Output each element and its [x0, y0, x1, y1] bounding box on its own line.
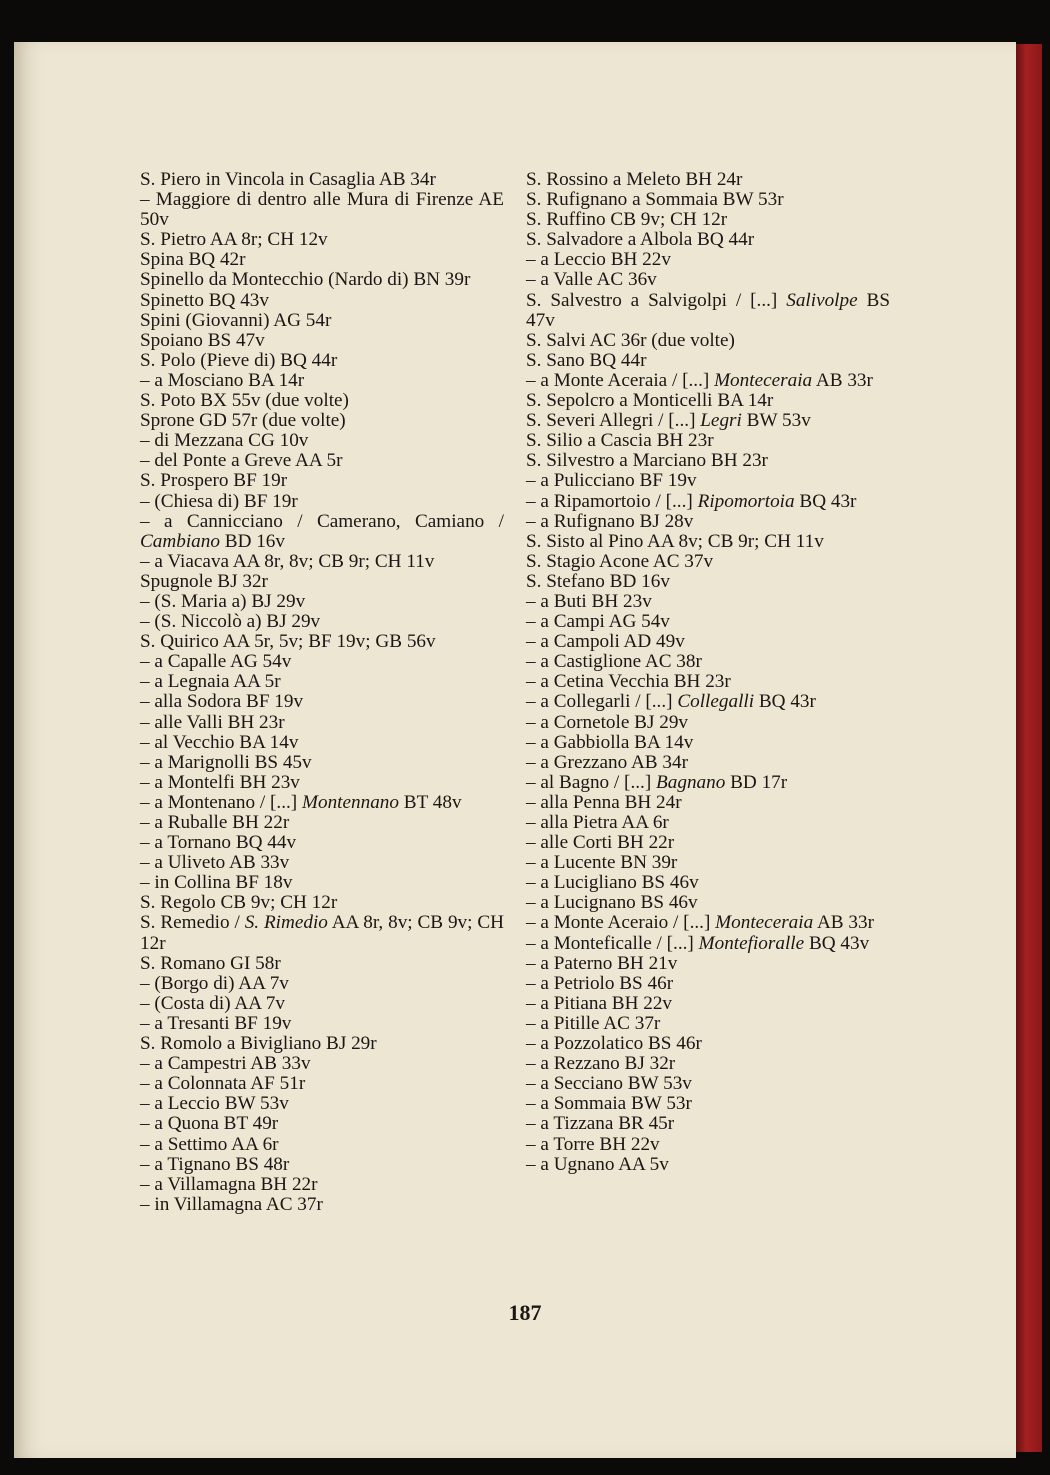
index-entry: S. Salvestro a Salvigolpi / [...] Salivolpe BS 47v [526, 289, 890, 331]
index-entry: – al Vecchio BA 14v [140, 731, 299, 753]
index-entry: S. Silvestro a Marciano BH 23r [526, 450, 768, 472]
index-entry: – a Capalle AG 54v [140, 651, 292, 673]
index-entry: – a Cornetole BJ 29v [526, 711, 689, 733]
index-entry: – a Leccio BH 22v [526, 249, 671, 271]
index-entry: – a Valle AC 36v [526, 269, 657, 291]
index-entry: – a Ugnano AA 5v [526, 1153, 669, 1175]
scan-top-border [0, 0, 1050, 42]
index-entry: – a Monteficalle / [...] Montefioralle BQ 43v [526, 932, 870, 954]
index-entry: S. Rossino a Meleto BH 24r [526, 169, 743, 190]
index-entry: – Maggiore di dentro alle Mura di Firenze AE 50v [140, 189, 504, 231]
index-entry: – a Uliveto AB 33v [140, 852, 290, 874]
index-entry: – a Campi AG 54v [526, 611, 670, 633]
index-entry: – alla Sodora BF 19v [140, 691, 304, 713]
index-entry: – a Pulicciano BF 19v [526, 470, 697, 492]
index-entry: S. Sisto al Pino AA 8v; CB 9r; CH 11v [526, 530, 824, 552]
index-entry: S. Romolo a Bivigliano BJ 29r [140, 1033, 377, 1055]
index-entry: Spini (Giovanni) AG 54r [140, 309, 332, 331]
index-entry: – (Chiesa di) BF 19r [140, 490, 298, 512]
index-entry: – (S. Maria a) BJ 29v [140, 590, 306, 612]
index-entry: S. Polo (Pieve di) BQ 44r [140, 349, 338, 371]
index-entry: – a Secciano BW 53v [526, 1073, 692, 1095]
index-entry: – a Settimo AA 6r [140, 1133, 279, 1155]
index-entry: – (Costa di) AA 7v [140, 992, 285, 1014]
index-entry: – a Quona BT 49r [140, 1113, 279, 1135]
index-entry: – a Pozzolatico BS 46r [526, 1033, 702, 1055]
index-entry: S. Salvadore a Albola BQ 44r [526, 229, 755, 251]
index-entry: – a Tornano BQ 44v [140, 832, 297, 854]
index-entry: – a Cetina Vecchia BH 23r [526, 671, 731, 693]
book-edge-band [1016, 44, 1042, 1452]
index-entry: – a Petriolo BS 46r [526, 972, 674, 994]
index-entry: S. Regolo CB 9v; CH 12r [140, 892, 338, 914]
index-entry: – a Pitiana BH 22v [526, 992, 673, 1014]
index-entry: S. Ruffino CB 9v; CH 12r [526, 209, 728, 231]
index-column-right [526, 170, 890, 1175]
index-entry: – a Villamagna BH 22r [140, 1173, 318, 1195]
index-entry: – a Rufignano BJ 28v [526, 510, 694, 532]
index-entry: – (Borgo di) AA 7v [140, 972, 289, 994]
index-entry: – alle Valli BH 23r [140, 711, 285, 733]
index-entry: Spinello da Montecchio (Nardo di) BN 39r [140, 269, 471, 291]
index-entry: – a Tresanti BF 19v [140, 1012, 292, 1034]
index-entry: S. Sano BQ 44r [526, 349, 647, 371]
index-entry: S. Salvi AC 36r (due volte) [526, 329, 735, 351]
index-entry: – a Lucigliano BS 46v [526, 872, 699, 894]
index-entry: S. Rufignano a Sommaia BW 53r [526, 189, 784, 211]
index-entry: – a Monte Aceraio / [...] Monteceraia AB 33r [526, 912, 874, 934]
index-entry: Sprone GD 57r (due volte) [140, 410, 346, 432]
index-entry: – a Campoli AD 49v [526, 631, 685, 653]
index-entry: – alla Pietra AA 6r [526, 812, 669, 833]
index-entry: Spoiano BS 47v [140, 329, 265, 351]
index-entry: S. Piero in Vincola in Casaglia AB 34r [140, 169, 436, 190]
index-entry: – a Campestri AB 33v [140, 1053, 311, 1075]
index-entry: – a Gabbiolla BA 14v [526, 731, 694, 753]
index-entry: S. Stefano BD 16v [526, 570, 670, 592]
index-entry: – a Monte Aceraia / [...] Monteceraia AB 33r [526, 369, 873, 391]
index-entry: – a Leccio BW 53v [140, 1093, 289, 1115]
index-entry: – a Ripamortoio / [...] Ripomortoia BQ 43r [526, 490, 857, 512]
index-entry: Spinetto BQ 43v [140, 289, 269, 311]
index-entry: – a Ruballe BH 22r [140, 812, 290, 833]
index-entry: S. Pietro AA 8r; CH 12v [140, 229, 328, 251]
index-column-left [140, 170, 504, 1215]
index-entry: – a Rezzano BJ 32r [526, 1053, 676, 1075]
index-entry: – a Paterno BH 21v [526, 952, 678, 974]
index-entry: Spina BQ 42r [140, 249, 246, 271]
index-entry: – alle Corti BH 22r [526, 832, 675, 854]
index-entry: – a Legnaia AA 5r [140, 671, 281, 693]
index-entry: S. Romano GI 58r [140, 952, 281, 974]
index-entry: – alla Penna BH 24r [526, 791, 682, 813]
index-entry: S. Quirico AA 5r, 5v; BF 19v; GB 56v [140, 631, 436, 653]
index-entry: – a Colonnata AF 51r [140, 1073, 306, 1095]
index-entry: – a Mosciano BA 14r [140, 369, 305, 391]
index-entry: – a Castiglione AC 38r [526, 651, 702, 673]
index-entry: S. Remedio / S. Rimedio AA 8r, 8v; CB 9v; CH 12r [140, 912, 504, 954]
index-entry: – a Torre BH 22v [526, 1133, 660, 1155]
index-entry: – a Tizzana BR 45r [526, 1113, 675, 1135]
index-entry: S. Prospero BF 19r [140, 470, 288, 492]
index-entry: S. Poto BX 55v (due volte) [140, 390, 349, 412]
index-entry: – a Tignano BS 48r [140, 1153, 290, 1175]
index-entry: S. Stagio Acone AC 37v [526, 550, 714, 572]
index-entry: – a Viacava AA 8r, 8v; CB 9r; CH 11v [140, 550, 435, 572]
index-entry: – a Montelfi BH 23v [140, 771, 300, 793]
index-entry: S. Sepolcro a Monticelli BA 14r [526, 390, 774, 412]
index-entry: S. Severi Allegri / [...] Legri BW 53v [526, 410, 811, 432]
index-entry: – in Villamagna AC 37r [140, 1193, 323, 1215]
index-entry: – del Ponte a Greve AA 5r [140, 450, 343, 472]
index-entry: – al Bagno / [...] Bagnano BD 17r [526, 771, 788, 793]
index-entry: – a Lucignano BS 46v [526, 892, 698, 914]
index-entry: S. Silio a Cascia BH 23r [526, 430, 714, 452]
index-entry: Spugnole BJ 32r [140, 570, 268, 592]
index-entry: – a Montenano / [...] Montennano BT 48v [140, 791, 462, 813]
page-number: 187 [508, 1300, 542, 1325]
index-entry: – a Lucente BN 39r [526, 852, 678, 874]
index-entry: – a Cannicciano / Camerano, Camiano / Cambiano BD 16v [140, 510, 504, 552]
index-entry: – a Collegarli / [...] Collegalli BQ 43r [526, 691, 816, 713]
index-entry: – a Pitille AC 37r [526, 1012, 661, 1034]
index-entry: – a Sommaia BW 53r [526, 1093, 692, 1115]
index-entry: – a Buti BH 23v [526, 590, 652, 612]
index-entry: – in Collina BF 18v [140, 872, 293, 894]
index-entry: – (S. Niccolò a) BJ 29v [140, 611, 321, 633]
index-entry: – di Mezzana CG 10v [140, 430, 309, 452]
index-entry: – a Grezzano AB 34r [526, 751, 688, 773]
index-entry: – a Marignolli BS 45v [140, 751, 312, 773]
